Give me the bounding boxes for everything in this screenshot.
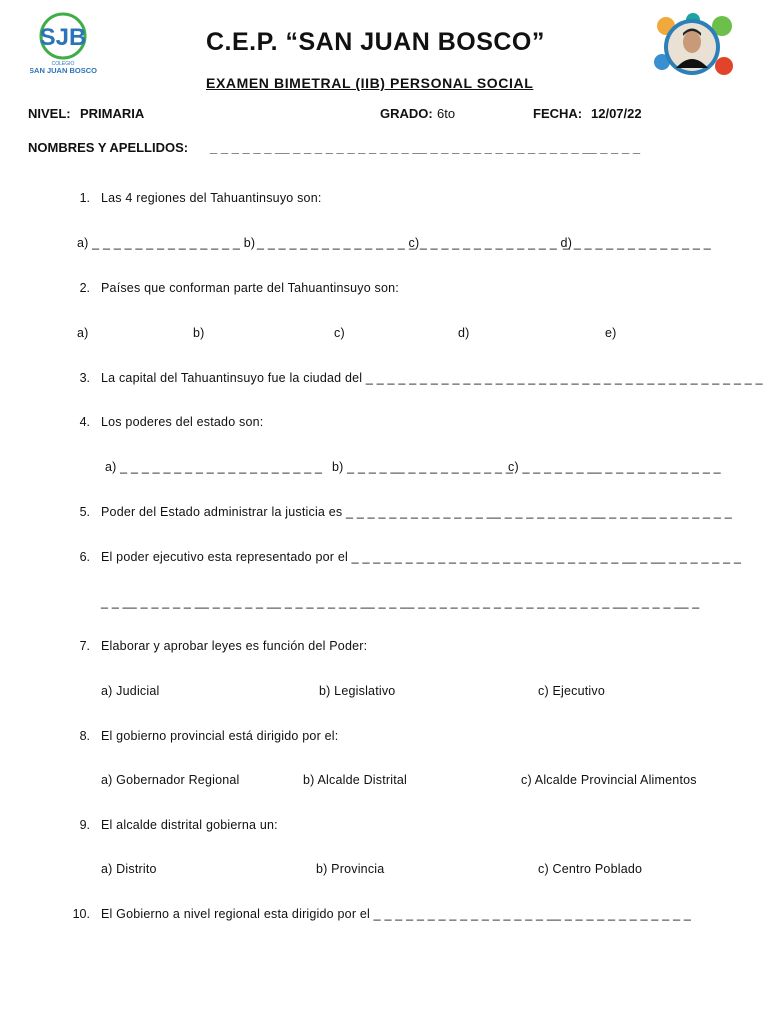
- nombres-blank: _ _ _ _ _ _ __ _ _ _ _ _ _ _ _ _ _ _ __ _ _ _ _ _ _ _ _ _ _ _ _ _ _ __ _ _ _ _: [210, 140, 641, 155]
- q8-option-a: a) Gobernador Regional: [101, 773, 240, 787]
- logo-line1: COLEGIO: [51, 61, 75, 67]
- question-number: 9.: [79, 818, 90, 832]
- q1-option-c: _ _ _ _ _ _ _ _ _ _ _ _ _ _ d): [409, 236, 573, 250]
- grado-value: 6to: [437, 106, 456, 121]
- q1-option-d: _ _ _ _ _ _ _ _ _ _ _ _ _ _: [563, 236, 711, 250]
- question-number: 4.: [79, 415, 90, 429]
- question-text: Las 4 regiones del Tahuantinsuyo son:: [101, 191, 322, 205]
- fecha-value: 12/07/22: [591, 106, 642, 121]
- q2-option-a: a): [77, 326, 89, 340]
- q2-option-d: d): [458, 326, 470, 340]
- question-number: 7.: [79, 639, 90, 653]
- q7-option-a: a) Judicial: [101, 684, 160, 698]
- exam-subtitle: EXAMEN BIMETRAL (IIB) PERSONAL SOCIAL: [206, 75, 534, 91]
- q8-option-c: c) Alcalde Provincial Alimentos: [521, 773, 697, 787]
- nombres-label: NOMBRES Y APELLIDOS:: [28, 140, 189, 155]
- q8-option-b: b) Alcalde Distrital: [303, 773, 408, 787]
- fecha-label: FECHA:: [533, 106, 583, 121]
- question-text: El gobierno provincial está dirigido por el:: [101, 729, 339, 743]
- q4-option-b: b) _ _ _ _ __ _ _ _ _ _ _ _ _ _ _: [332, 460, 514, 474]
- question-number: 2.: [79, 281, 90, 295]
- q2-option-e: e): [605, 326, 617, 340]
- q1-option-a: a) _ _ _ _ _ _ _ _ _ _ _ _ _ _ b): [77, 236, 256, 250]
- don-bosco-emblem: [652, 12, 734, 82]
- q4-option-a: a) _ _ _ _ _ _ _ _ _ _ _ _ _ _ _ _ _ _ _: [105, 460, 323, 474]
- q4-option-c: c) _ _ _ _ _ _ __ _ _ _ _ _ _ _ _ _ _ _: [508, 460, 721, 474]
- q6-continuation-blank: _ _ __ _ _ _ _ _ __ _ _ _ _ _ __ _ _ _ _ _ _ _ __ _ _ __ _ _ _ _ _ _ _ _ _ _ _ _ _ _ _ _ _ _ __ _ _ _ _ __ _: [101, 595, 700, 609]
- q2-option-c: c): [334, 326, 345, 340]
- q7-option-b: b) Legislativo: [319, 684, 396, 698]
- question-number: 6.: [79, 550, 90, 564]
- school-title: C.E.P. “SAN JUAN BOSCO”: [206, 28, 545, 56]
- nivel-value: PRIMARIA: [80, 106, 145, 121]
- question-text: Los poderes del estado son:: [101, 415, 264, 429]
- logo-line2: SAN JUAN BOSCO: [30, 66, 97, 75]
- question-text: El poder ejecutivo esta representado por el _ _ _ _ _ _ _ _ _ _ _ _ _ _ _ _ _ _ _ _ _ _ _ _ _ __ _ __ _ _ _ _ _ _ _: [101, 550, 742, 564]
- question-text: Países que conforman parte del Tahuantinsuyo son:: [101, 281, 399, 295]
- q9-option-a: a) Distrito: [101, 862, 157, 876]
- question-text: La capital del Tahuantinsuyo fue la ciudad del _ _ _ _ _ _ _ _ _ _ _ _ _ _ _ _ _ _ _ _ _ _ _ _ _ _ _ _ _ _ _ _ _ _ _ _ _: [101, 371, 763, 385]
- question-text: El Gobierno a nivel regional esta dirigido por el _ _ _ _ _ _ _ _ _ _ _ _ _ _ _ _ __ _ _ _ _ _ _ _ _ _ _ _ _: [101, 907, 692, 921]
- question-text: Poder del Estado administrar la justicia es _ _ _ _ _ _ _ _ _ _ _ _ _ __ _ _ _ _ _ _ _ _ __ _ _ _ __ _ _ _ _ _ _ _: [101, 505, 732, 519]
- q2-option-b: b): [193, 326, 205, 340]
- q7-option-c: c) Ejecutivo: [538, 684, 606, 698]
- question-number: 5.: [79, 505, 90, 519]
- q9-option-b: b) Provincia: [316, 862, 385, 876]
- question-number: 1.: [79, 191, 90, 205]
- question-text: El alcalde distrital gobierna un:: [101, 818, 278, 832]
- logo-initials: SJB: [39, 24, 87, 51]
- question-number: 10.: [72, 907, 90, 921]
- question-number: 3.: [79, 371, 90, 385]
- nivel-label: NIVEL:: [28, 106, 71, 121]
- grado-label: GRADO:: [380, 106, 433, 121]
- question-number: 8.: [79, 729, 90, 743]
- q9-option-c: c) Centro Poblado: [538, 862, 643, 876]
- q1-option-b: _ _ _ _ _ _ _ _ _ _ _ _ _ _ c): [257, 236, 420, 250]
- question-text: Elaborar y aprobar leyes es función del Poder:: [101, 639, 368, 653]
- school-logo: [30, 12, 102, 84]
